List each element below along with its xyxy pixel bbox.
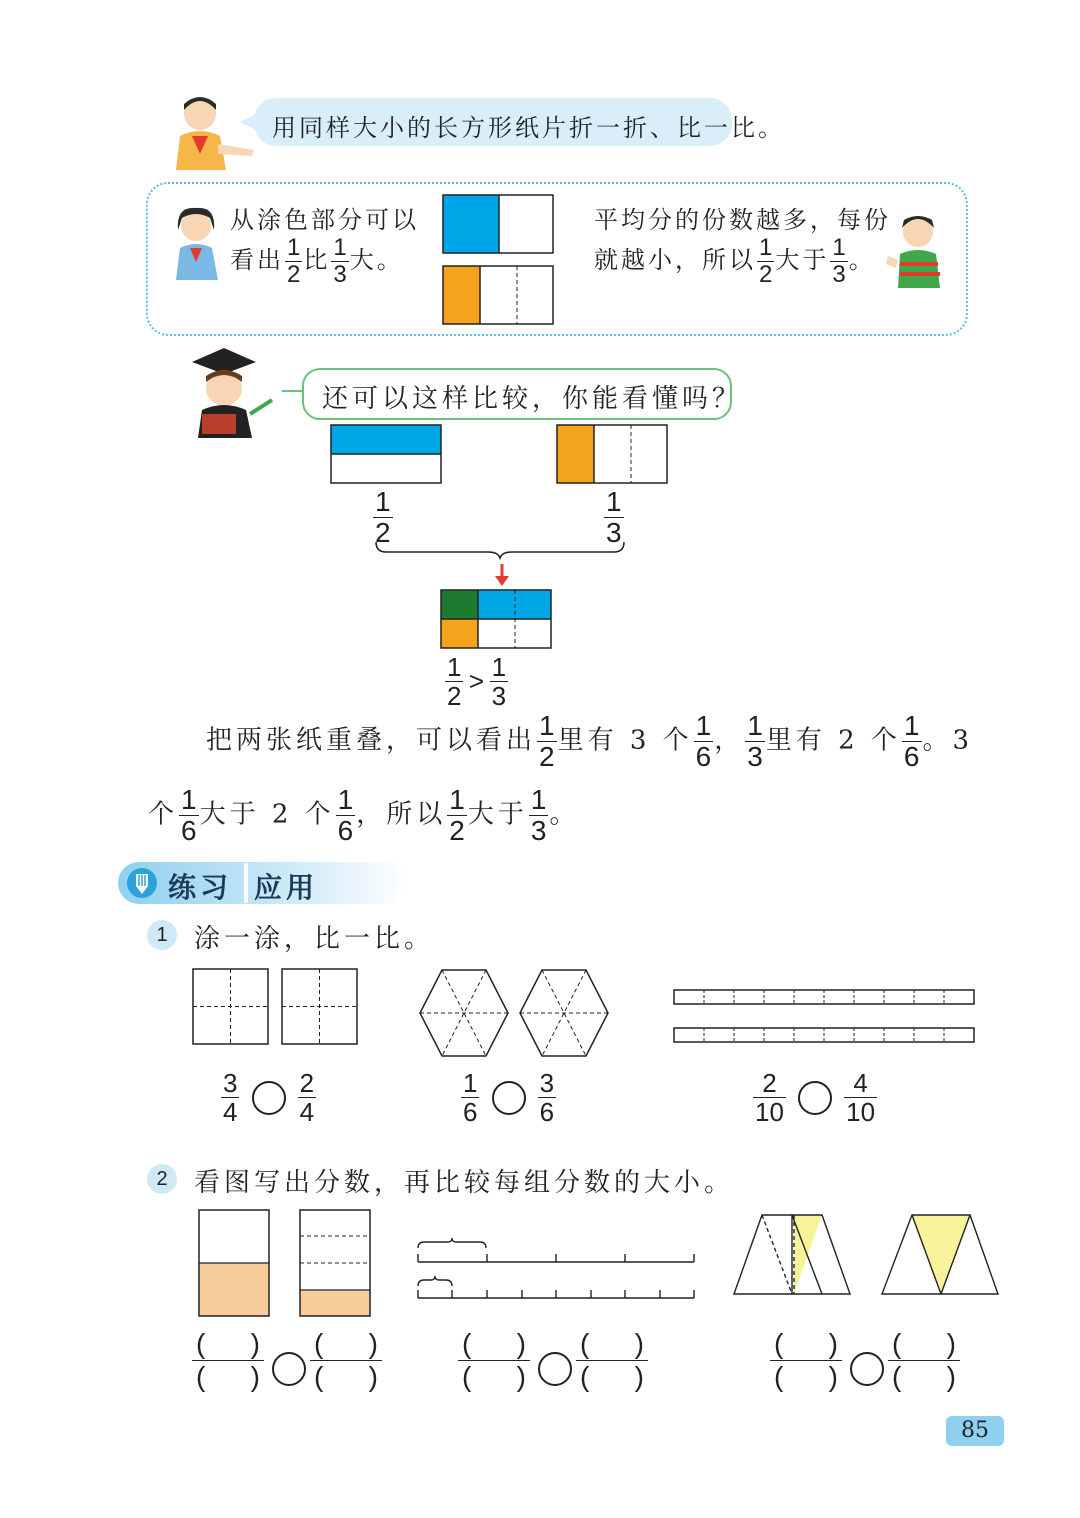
squares-diagram: [192, 968, 360, 1046]
boy-line1: 平均分的份数越多，每份: [594, 206, 891, 234]
girl-icon: [170, 204, 224, 280]
blank-fraction[interactable]: ( ) ( ): [770, 1328, 842, 1393]
explain-line2: 个 $\frac{1}{6}$ 大于 2 个 $\frac{1}{6}$ ，所以 $\frac{1}{2}$ 大于 $\frac{1}{3}$ 。: [148, 784, 580, 846]
brace-arrow: [370, 540, 630, 590]
third-vertical-diagram: [556, 424, 670, 486]
fraction-half: $\frac{1}{2}$: [447, 652, 462, 711]
compare-circle-input[interactable]: [492, 1081, 526, 1115]
overlap-diagram: [440, 589, 554, 651]
exercise-1-title: 涂一涂，比一比。: [194, 924, 435, 954]
exercise-2-title: 看图写出分数，再比较每组分数的大小。: [194, 1168, 735, 1198]
blank-fraction[interactable]: ( ) ( ): [888, 1328, 960, 1393]
ex1-compare-2: $\frac{1}{6}$ $\frac{3}{6}$: [463, 1068, 555, 1127]
exercise-number-1: 1: [147, 920, 177, 950]
greater-than-symbol: >: [468, 666, 485, 696]
fraction-half: $\frac{1}{2}$: [759, 234, 773, 288]
girl-line2: 看出 $\frac{1}{2}$ 比 $\frac{1}{3}$ 大。: [230, 234, 404, 288]
fraction-third: $\frac{1}{3}$: [333, 234, 347, 288]
section-divider: [244, 863, 248, 903]
top-speech-bubble: [254, 98, 785, 146]
fraction-half-label: $\frac{1}{2}$: [375, 486, 391, 548]
strips-diagram: [672, 988, 976, 1046]
pencil-icon: [126, 867, 158, 899]
blank-fraction[interactable]: ( ) ( ): [576, 1328, 648, 1393]
section-title-apply: 应用: [254, 871, 319, 904]
compare-circle-input[interactable]: [252, 1081, 286, 1115]
ex1-compare-1: $\frac{3}{4}$ $\frac{2}{4}$: [223, 1068, 315, 1127]
doctor-icon: [184, 344, 276, 438]
fraction-third: $\frac{1}{3}$: [832, 234, 846, 288]
trapezoids-diagram: [732, 1212, 1004, 1298]
doctor-bubble-text: 还可以这样比较，你能看懂吗？: [322, 384, 743, 414]
compare-circle-input[interactable]: [850, 1352, 884, 1386]
boy-striped-icon: [886, 212, 948, 288]
explain-line1: 把两张纸重叠，可以看出 $\frac{1}{2}$ 里有 3 个 $\frac{1}{6}$ ， $\frac{1}{3}$ 里有 2 个 $\frac{1}{6}$ 。3: [206, 710, 974, 772]
blank-fraction[interactable]: ( ) ( ): [192, 1328, 264, 1393]
containers-diagram: [196, 1208, 374, 1320]
bubble-tail: [282, 386, 304, 396]
compare-circle-input[interactable]: [538, 1352, 572, 1386]
compare-result: [444, 654, 509, 709]
blank-fraction[interactable]: ( ) ( ): [310, 1328, 382, 1393]
bars-diagram: [414, 1234, 698, 1304]
doctor-speech-bubble: [302, 368, 743, 420]
boy-line2: 就越小，所以 $\frac{1}{2}$ 大于 $\frac{1}{3}$ 。: [594, 234, 876, 288]
compare-circle-input[interactable]: [798, 1081, 832, 1115]
section-title-practice: 练习: [168, 871, 233, 904]
fraction-third-label: $\frac{1}{3}$: [606, 486, 622, 548]
hexagons-diagram: [418, 968, 612, 1060]
half-third-diagram: [442, 194, 556, 326]
fraction-half: $\frac{1}{2}$: [287, 234, 301, 288]
top-bubble-text: 用同样大小的长方形纸片折一折、比一比。: [272, 114, 785, 142]
ex1-compare-3: $\frac{2}{10}$ $\frac{4}{10}$: [755, 1068, 876, 1127]
boy-scout-icon: [168, 92, 258, 172]
section-header: [118, 862, 408, 904]
girl-line1: 从涂色部分可以: [230, 206, 419, 234]
fraction-third: $\frac{1}{3}$: [491, 652, 507, 711]
half-horizontal-diagram: [330, 424, 444, 486]
compare-circle-input[interactable]: [272, 1352, 306, 1386]
page-number: 85: [946, 1416, 1004, 1446]
exercise-number-2: 2: [147, 1164, 177, 1194]
blank-fraction[interactable]: ( ) ( ): [458, 1328, 530, 1393]
bubble-tail: [238, 112, 258, 132]
girl-line2-pre: 看出: [230, 246, 284, 274]
